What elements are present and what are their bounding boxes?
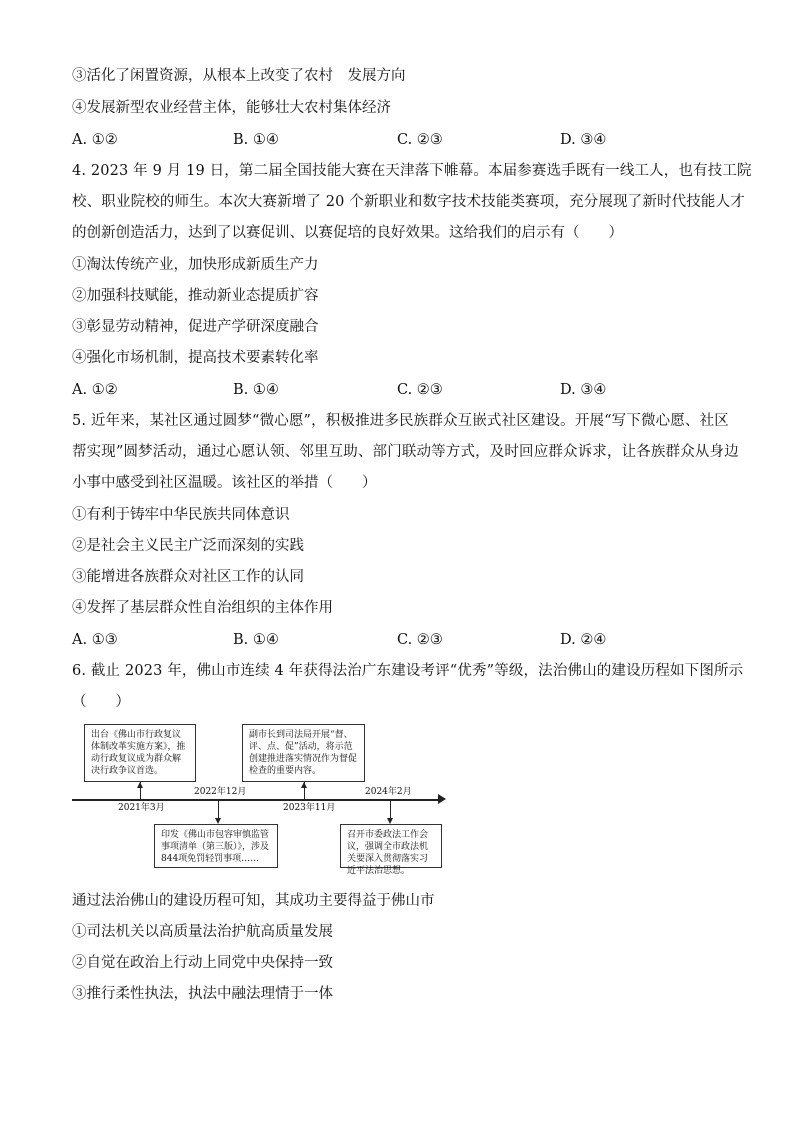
q3-option-c[interactable]: C. ②③ — [397, 132, 443, 148]
q3-option-a[interactable]: A. ①② — [72, 132, 118, 148]
timeline-event-4-box: 召开市委政法工作会议，强调全市政法机关要深入贯彻落实习近平法治思想。 — [340, 824, 442, 868]
arrow-up-icon — [137, 782, 143, 788]
q4-stem-line-1: 4. 2023 年 9 月 19 日，第二届全国技能大赛在天津落下帷幕。本届参赛选手既有一线工人，也有技工院 — [72, 163, 752, 179]
q4-option-b[interactable]: B. ①④ — [233, 382, 279, 398]
q5-stem-line-3: 小事中感受到社区温暖。该社区的举措（ ） — [72, 475, 377, 491]
timeline-event-2-box: 印发《佛山市包容审慎监管事项清单（第三版）》，涉及844项免罚轻罚事项…… — [154, 824, 278, 868]
arrow-up-icon — [301, 782, 307, 788]
q5-options — [72, 630, 722, 650]
q5-item-2: ②是社会主义民主广泛而深刻的实践 — [72, 538, 304, 554]
q6-stem-line-2: （ ） — [72, 694, 130, 710]
q4-item-2: ②加强科技赋能，推动新业态提质扩容 — [72, 288, 319, 304]
q5-stem-line-2: 帮实现”圆梦活动，通过心愿认领、邻里互助、部门联动等方式，及时回应群众诉求，让各族群众从身边 — [72, 444, 739, 460]
q5-item-3: ③能增进各族群众对社区工作的认同 — [72, 569, 304, 585]
q5-option-d[interactable]: D. ②④ — [560, 632, 607, 648]
arrow-right-icon — [438, 794, 446, 804]
q3-option-b[interactable]: B. ①④ — [233, 132, 279, 148]
timeline-event-2-connector — [218, 800, 219, 820]
q3-option-d[interactable]: D. ③④ — [560, 132, 607, 148]
q6-after-text: 通过法治佛山的建设历程可知，其成功主要得益于佛山市 — [72, 893, 435, 909]
timeline-diagram — [72, 718, 452, 876]
timeline-event-2-date: 2022年12月 — [194, 787, 247, 797]
q6-item-1: ①司法机关以高质量法治护航高质量发展 — [72, 924, 333, 940]
q5-option-b[interactable]: B. ①④ — [233, 632, 279, 648]
q5-item-4: ④发挥了基层群众性自治组织的主体作用 — [72, 600, 333, 616]
q3-options — [72, 130, 722, 150]
q5-item-1: ①有利于铸牢中华民族共同体意识 — [72, 507, 290, 523]
q4-stem-line-3: 的创新创造活力，达到了以赛促训、以赛促培的良好效果。这给我们的启示有（ ） — [72, 225, 623, 241]
q5-option-a[interactable]: A. ①③ — [72, 632, 118, 648]
q4-option-a[interactable]: A. ①② — [72, 382, 118, 398]
q4-item-4: ④强化市场机制，提高技术要素转化率 — [72, 350, 319, 366]
q4-item-3: ③彰显劳动精神，促进产学研深度融合 — [72, 319, 319, 335]
q5-stem-line-1: 5. 近年来，某社区通过圆梦“微心愿”，积极推进多民族群众互嵌式社区建设。开展“写下微心愿、社区 — [72, 413, 729, 429]
q6-stem-line-1: 6. 截止 2023 年，佛山市连续 4 年获得法治广东建设考评“优秀”等级，法治佛山的建设历程如下图所示 — [72, 663, 744, 679]
timeline-event-4-connector — [390, 800, 391, 820]
q5-option-c[interactable]: C. ②③ — [397, 632, 443, 648]
timeline-event-1-box: 出台《佛山市行政复议体制改革实施方案》，推动行政复议成为群众解决行政争议首选。 — [84, 724, 196, 782]
timeline-axis — [72, 799, 442, 801]
q3-item-3: ③活化了闲置资源，从根本上改变了农村 发展方向 — [72, 68, 406, 84]
q4-stem-line-2: 校、职业院校的师生。本次大赛新增了 20 个新职业和数字技术技能类赛项，充分展现了新时代技能人才 — [72, 194, 745, 210]
timeline-event-3-box: 副市长到司法局开展“督、评、点、促”活动，将示范创建推进落实情况作为督促检查的重要内容。 — [242, 724, 365, 782]
timeline-event-3-date: 2023年11月 — [283, 803, 336, 813]
q4-option-d[interactable]: D. ③④ — [560, 382, 607, 398]
q6-item-3: ③推行柔性执法，执法中融法理情于一体 — [72, 986, 333, 1002]
q4-options — [72, 380, 722, 400]
timeline-event-1-date: 2021年3月 — [118, 803, 165, 813]
timeline-event-4-date: 2024年2月 — [365, 787, 412, 797]
q4-item-1: ①淘汰传统产业，加快形成新质生产力 — [72, 257, 319, 273]
q3-item-4: ④发展新型农业经营主体，能够壮大农村集体经济 — [72, 100, 391, 116]
q4-option-c[interactable]: C. ②③ — [397, 382, 443, 398]
q6-item-2: ②自觉在政治上行动上同党中央保持一致 — [72, 955, 333, 971]
